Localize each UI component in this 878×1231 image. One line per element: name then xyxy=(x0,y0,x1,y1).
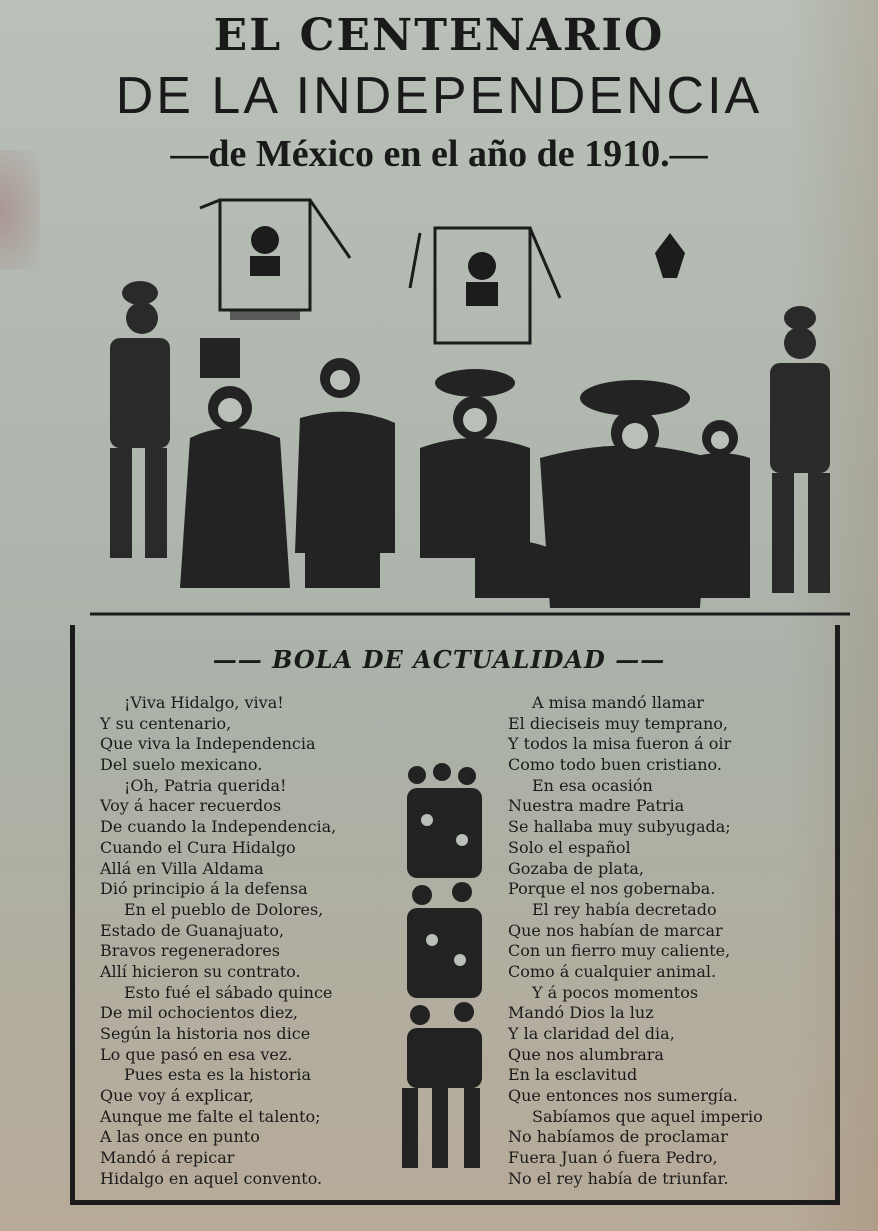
verse-line: Que viva la Independencia xyxy=(100,734,316,754)
verse-line: Mandó á repicar xyxy=(100,1148,235,1168)
verse-line: En el pueblo de Dolores, xyxy=(124,899,324,919)
verse-line: Fuera Juan ó fuera Pedro, xyxy=(508,1148,718,1168)
verse-line: Cuando el Cura Hidalgo xyxy=(100,837,296,857)
verse-line: Según la historia nos dice xyxy=(100,1024,311,1043)
verse-line: No el rey había de triunfar. xyxy=(508,1168,729,1188)
verse-line: Solo el español xyxy=(508,837,631,857)
verse-line: Bravos regeneradores xyxy=(100,941,280,961)
verse-line: A las once en punto xyxy=(100,1127,260,1147)
verse-line: Aunque me falte el talento; xyxy=(100,1106,321,1126)
verse-line: En la esclavitud xyxy=(508,1065,638,1085)
verse-line: Lo que pasó en esa vez. xyxy=(100,1044,293,1064)
verse-line: Gozaba de plata, xyxy=(508,858,644,878)
verse-line: A misa mandó llamar xyxy=(532,693,704,712)
verse-line: ¡Viva Hidalgo, viva! xyxy=(124,693,284,712)
banner-portrait-left xyxy=(220,200,310,310)
verse-line: ¡Oh, Patria querida! xyxy=(124,775,287,795)
verse-line: No habíamos de proclamar xyxy=(508,1127,728,1147)
verse-line: El dieciseis muy temprano, xyxy=(508,713,729,733)
verse-line: Del suelo mexicano. xyxy=(100,755,263,775)
verse-line: Que entonces nos sumergía. xyxy=(508,1086,738,1106)
verse-line: Y á pocos momentos xyxy=(532,982,699,1002)
verse-line: De mil ochocientos diez, xyxy=(100,1003,298,1023)
verse-line: Se hallaba muy subyugada; xyxy=(508,817,731,837)
verse-line: Porque el nos gobernaba. xyxy=(508,879,716,899)
verse-line: De cuando la Independencia, xyxy=(100,817,337,837)
verse-line: Con un fierro muy caliente, xyxy=(508,941,731,961)
ballad-right-column xyxy=(508,693,763,1190)
verse-line: Hidalgo en aquel convento. xyxy=(100,1168,323,1188)
verse-line: Mandó Dios la luz xyxy=(508,1003,654,1023)
verse-line: Y la claridad del dia, xyxy=(508,1024,675,1043)
verse-line: Pues esta es la historia xyxy=(124,1065,312,1085)
verse-line: Como todo buen cristiano. xyxy=(508,755,722,775)
verse-line: Y todos la misa fueron á oir xyxy=(508,734,732,754)
verse-line: Sabíamos que aquel imperio xyxy=(532,1106,763,1126)
verse-line: Allá en Villa Aldama xyxy=(100,858,264,878)
verse-line: En esa ocasión xyxy=(532,775,653,795)
crowd xyxy=(180,338,750,608)
verse-line: Esto fué el sábado quince xyxy=(124,982,333,1002)
verse-line: Nuestra madre Patria xyxy=(508,796,685,816)
title-line-1: EL CENTENARIO xyxy=(213,10,665,61)
title-line-2: DE LA INDEPENDENCIA xyxy=(115,67,763,125)
ballad-heading: —— BOLA DE ACTUALIDAD —— xyxy=(212,645,666,674)
verse-line: Que voy á explicar, xyxy=(100,1086,254,1106)
verse-line: El rey había decretado xyxy=(532,899,717,919)
verse-line: Estado de Guanajuato, xyxy=(100,920,285,940)
soldier-left xyxy=(110,281,170,558)
marching-figures-icon xyxy=(392,760,502,1180)
verse-line: Voy á hacer recuerdos xyxy=(100,796,282,816)
verse-line: Que nos alumbrara xyxy=(508,1044,664,1064)
verse-line: Y su centenario, xyxy=(100,713,232,733)
verse-line: Que nos habían de marcar xyxy=(508,920,723,940)
title-line-3: —de México en el año de 1910.— xyxy=(170,133,708,175)
ballad-left-column xyxy=(100,693,336,1190)
soldier-right xyxy=(770,306,830,593)
verse-line: Como á cualquier animal. xyxy=(508,961,717,981)
verse-line: Dió principio á la defensa xyxy=(100,879,308,899)
verse-line: Allí hicieron su contrato. xyxy=(100,961,301,981)
crowd-celebration-woodcut-icon xyxy=(80,178,860,618)
